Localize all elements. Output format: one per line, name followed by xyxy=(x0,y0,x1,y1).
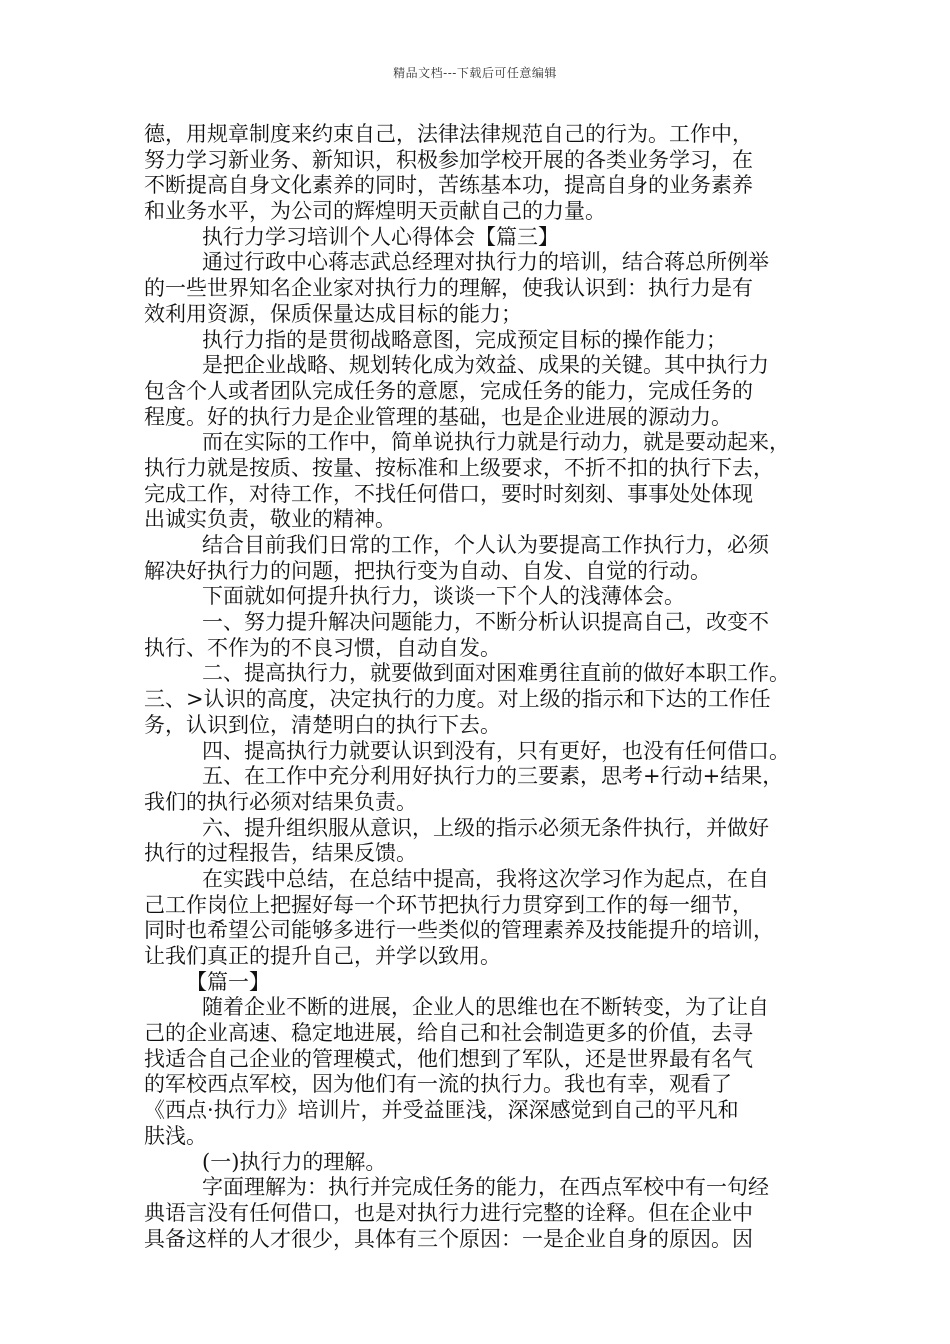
text-line: 【篇一】 xyxy=(186,969,270,994)
text-line: 一、努力提升解决问题能力，不断分析认识提高自己，改变不 xyxy=(202,610,769,635)
text-line: 完成工作，对待工作，不找任何借口，要时时刻刻、事事处处体现 xyxy=(144,481,753,506)
text-line: 通过行政中心蒋志武总经理对执行力的培训，结合蒋总所例举 xyxy=(202,250,769,275)
text-line: 四、提高执行力就要认识到没有，只有更好，也没有任何借口。 xyxy=(202,738,790,763)
text-line: 同时也希望公司能够多进行一些类似的管理素养及技能提升的培训， xyxy=(144,918,774,943)
text-line: 出诚实负责，敬业的精神。 xyxy=(144,507,396,532)
text-line: 己的企业高速、稳定地进展，给自己和社会制造更多的价值，去寻 xyxy=(144,1021,753,1046)
text-line: 执行力学习培训个人心得体会【篇三】 xyxy=(202,224,559,249)
text-line: 具备这样的人才很少，具体有三个原因：一是企业自身的原因。因 xyxy=(144,1226,753,1251)
text-line: (一)执行力的理解。 xyxy=(202,1149,387,1174)
text-line: 肤浅。 xyxy=(144,1123,207,1148)
text-line: 三、>认识的高度，决定执行的力度。对上级的指示和下达的工作任 xyxy=(144,687,771,712)
text-line: 执行的过程报告，结果反馈。 xyxy=(144,841,417,866)
text-line: 德，用规章制度来约束自己，法律法律规范自己的行为。工作中， xyxy=(144,122,753,146)
document-body xyxy=(144,122,820,1252)
text-line: 结合目前我们日常的工作，个人认为要提高工作执行力，必须 xyxy=(202,533,769,557)
text-line: 《西点·执行力》培训片，并受益匪浅，深深感觉到自己的平凡和 xyxy=(144,1098,739,1123)
text-line: 下面就如何提升执行力，谈谈一下个人的浅薄体会。 xyxy=(202,584,685,609)
text-line: 执行力指的是贯彻战略意图，完成预定目标的操作能力； xyxy=(202,327,727,352)
text-line: 六、提升组织服从意识，上级的指示必须无条件执行，并做好 xyxy=(202,815,769,840)
text-line: 我们的执行必须对结果负责。 xyxy=(144,789,417,814)
text-line: 和业务水平，为公司的辉煌明天贡献自己的力量。 xyxy=(144,199,606,224)
text-line: 二、提高执行力，就要做到面对困难勇往直前的做好本职工作。 xyxy=(202,661,790,686)
text-line: 在实践中总结，在总结中提高，我将这次学习作为起点，在自 xyxy=(202,866,769,891)
text-line: 的一些世界知名企业家对执行力的理解，使我认识到：执行力是有 xyxy=(144,276,753,301)
page-header: 精品文档---下载后可任意编辑 xyxy=(393,66,557,80)
text-line: 的军校西点军校，因为他们有一流的执行力。我也有幸，观看了 xyxy=(144,1072,732,1097)
text-line: 务，认识到位，清楚明白的执行下去。 xyxy=(144,712,501,737)
text-line: 不断提高自身文化素养的同时，苦练基本功，提高自身的业务素养 xyxy=(144,173,753,198)
text-line: 包含个人或者团队完成任务的意愿，完成任务的能力，完成任务的 xyxy=(144,378,753,403)
text-line: 找适合自己企业的管理模式，他们想到了军队，还是世界最有名气 xyxy=(144,1046,753,1071)
text-line: 执行力就是按质、按量、按标准和上级要求，不折不扣的执行下去， xyxy=(144,455,774,480)
text-line: 程度。好的执行力是企业管理的基础，也是企业进展的源动力。 xyxy=(144,404,732,429)
text-line: 解决好执行力的问题，把执行变为自动、自发、自觉的行动。 xyxy=(144,558,711,583)
text-line: 而在实际的工作中，简单说执行力就是行动力，就是要动起来， xyxy=(202,430,790,455)
text-line: 典语言没有任何借口，也是对执行力进行完整的诠释。但在企业中 xyxy=(144,1200,753,1225)
text-line: 效利用资源，保质保量达成目标的能力； xyxy=(144,301,522,326)
text-line: 字面理解为：执行并完成任务的能力，在西点军校中有一句经 xyxy=(202,1175,769,1200)
text-line: 让我们真正的提升自己，并学以致用。 xyxy=(144,944,501,968)
text-line: 努力学习新业务、新知识，积极参加学校开展的各类业务学习，在 xyxy=(144,147,753,172)
text-line: 五、在工作中充分利用好执行力的三要素，思考+行动+结果， xyxy=(202,764,784,789)
text-line: 执行、不作为的不良习惯，自动自发。 xyxy=(144,635,501,660)
text-line: 随着企业不断的进展，企业人的思维也在不断转变，为了让自 xyxy=(202,995,769,1020)
text-line: 己工作岗位上把握好每一个环节把执行力贯穿到工作的每一细节， xyxy=(144,892,753,917)
text-line: 是把企业战略、规划转化成为效益、成果的关键。其中执行力 xyxy=(202,353,769,378)
